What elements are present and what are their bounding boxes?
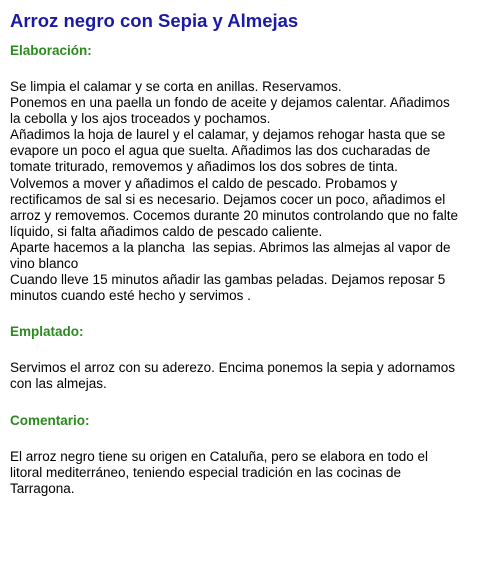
recipe-page [10,8,484,497]
text-line: Ponemos en una paella un fondo de aceite y dejamos calentar. Añadimos [10,95,450,111]
text-line: rectificamos de sal si es necesario. Dejamos cocer un poco, añadimos el [10,191,446,207]
text-line: la cebolla y los ajos troceados y pochamos. [10,111,271,127]
text-line: Aparte hacemos a la plancha las sepias. Abrimos las almejas al vapor de [10,239,451,255]
section-heading-elaboracion: Elaboración: [10,43,92,58]
text-line: Cuando lleve 15 minutos añadir las gambas peladas. Dejamos reposar 5 [10,272,446,288]
text-line: vino blanco [10,256,79,272]
section-body-elaboracion [10,79,484,304]
section-body-emplatado [10,360,484,392]
text-line: Volvemos a mover y añadimos el caldo de pescado. Probamos y [10,175,398,191]
text-line: Añadimos la hoja de laurel y el calamar, y dejamos rehogar hasta que se [10,127,446,143]
text-line: Tarragona. [10,480,75,496]
text-line: arroz y removemos. Cocemos durante 20 minutos controlando que no falte [10,207,458,223]
text-line: evapore un poco el agua que suelta. Añadimos las dos cucharadas de [10,143,431,159]
text-line: El arroz negro tiene su origen en Cataluña, pero se elabora en todo el [10,448,429,464]
text-line: litoral mediterráneo, teniendo especial tradición en las cocinas de [10,464,401,480]
section-heading-emplatado: Emplatado: [10,324,84,340]
recipe-title: Arroz negro con Sepia y Almejas [10,10,299,31]
section-heading-comentario: Comentario: [10,412,90,428]
text-line: minutos cuando esté hecho y servimos . [10,288,251,304]
text-line: Servimos el arroz con su aderezo. Encima ponemos la sepia y adornamos [10,360,455,376]
text-line: tomate triturado, removemos y añadimos los dos sobres de tinta. [10,159,398,175]
text-line: líquido, si falta añadimos caldo de pescado caliente. [10,223,323,239]
section-body-comentario [10,449,484,497]
text-line: Se limpia el calamar y se corta en anillas. Reservamos. [10,79,342,94]
text-line: con las almejas. [10,376,107,392]
